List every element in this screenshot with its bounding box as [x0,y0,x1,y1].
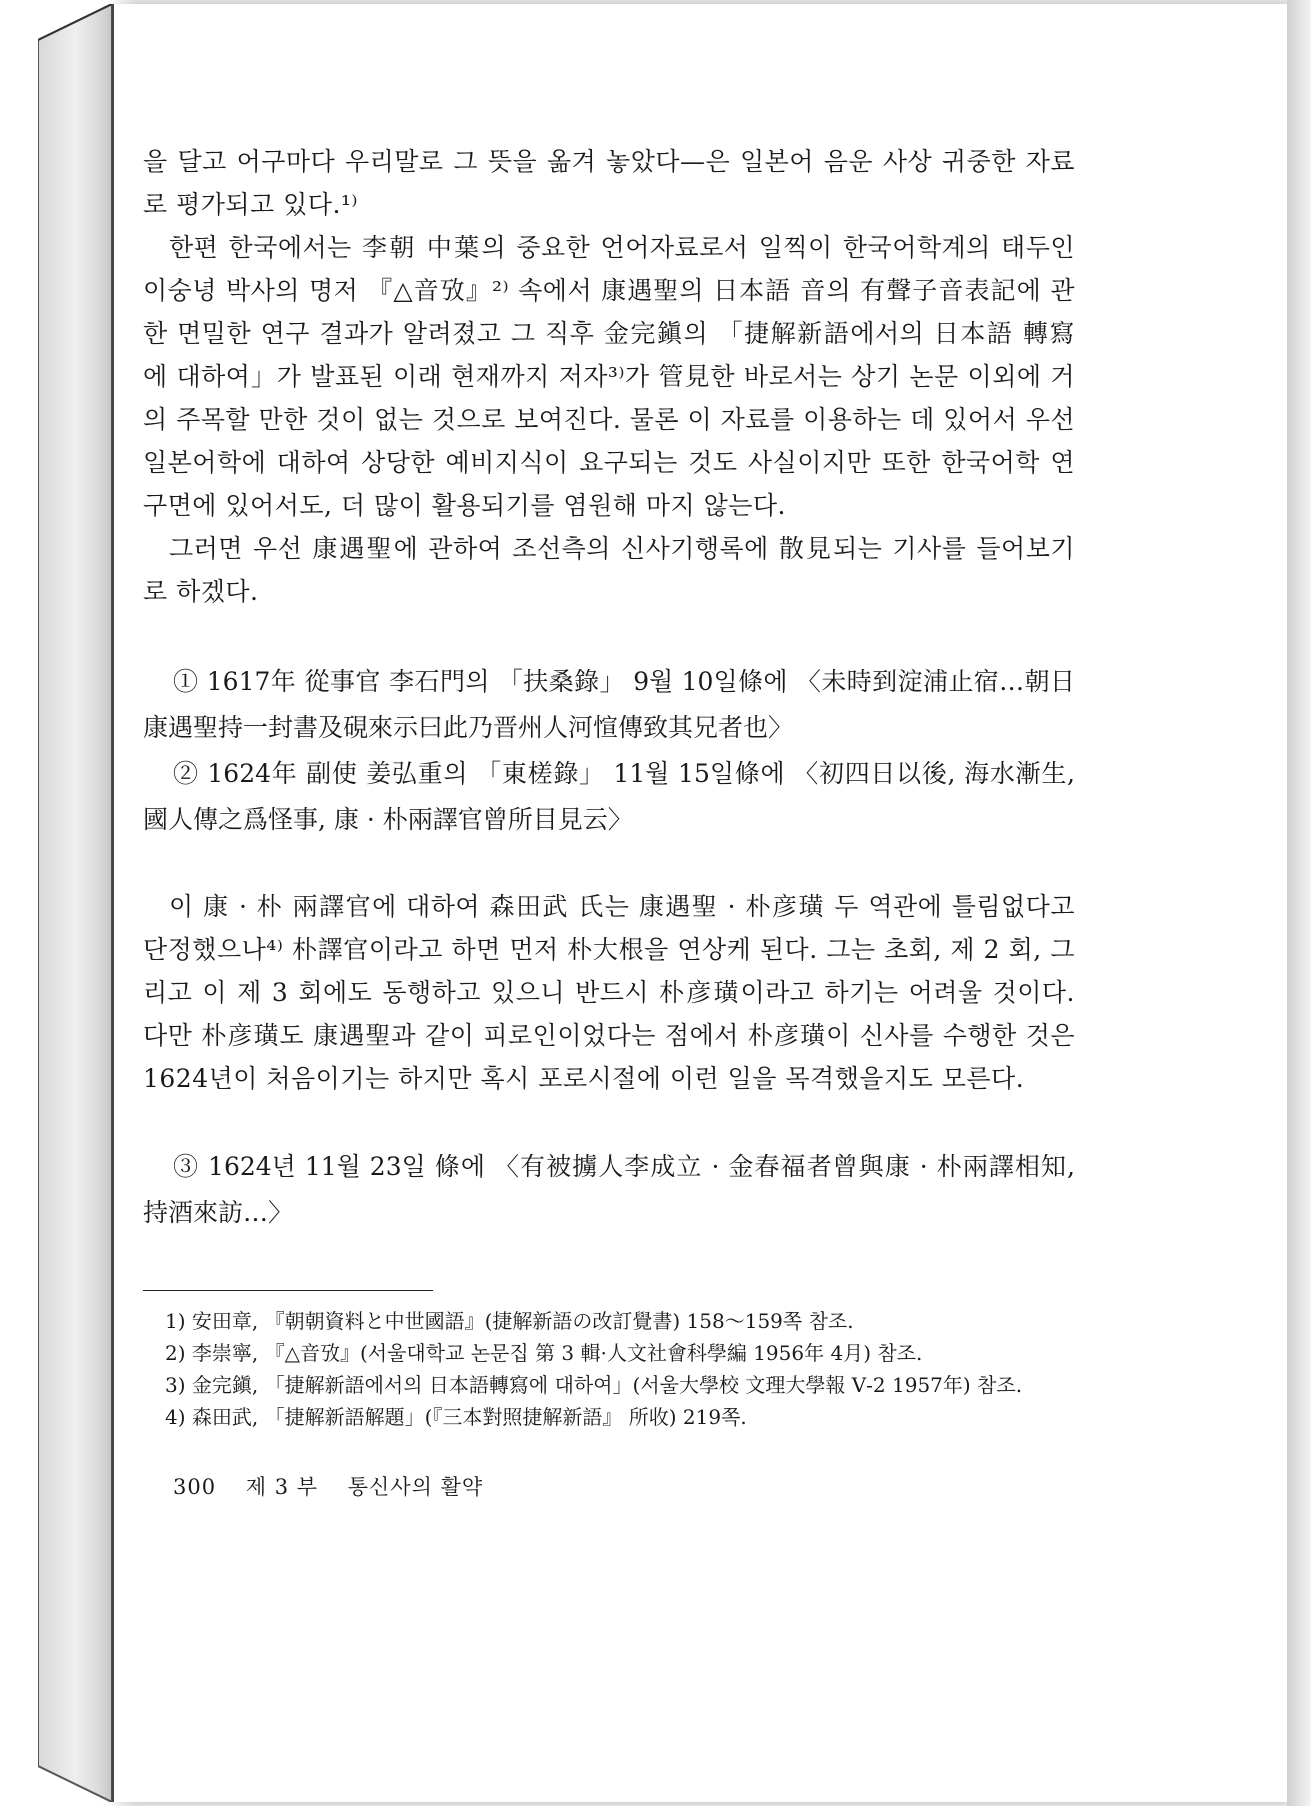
paragraph-4: 이 康 · 朴 兩譯官에 대하여 森田武 氏는 康遇聖 · 朴彦璜 두 역관에 틀림없다고 단정했으나⁴⁾ 朴譯官이라고 하면 먼저 朴大根을 연상케 된다. 그는 초회, 제 2 회, 그리고 이 제 3 회에도 동행하고 있으니 반드시 朴彦璜이라고 하기는 어려울 것이다. 다만 朴彦璜도 康遇聖과 같이 피로인이었다는 점에서 朴彦璜이 신사를 수행한 것은 1624년이 처음이기는 하지만 혹시 포로시절에 이런 일을 목격했을지도 모른다. [143,892,1075,1093]
quote-1: ① 1617年 從事官 李石門의 「扶桑錄」 9월 10일條에 〈未時到淀浦止宿…朝日康遇聖持一封書及硯來示曰此乃晋州人河愃傳致其兄者也〉 [143,667,1075,742]
footnote-divider [143,1290,433,1291]
footnote-2: 2) 李崇寧, 『△音攷』(서울대학교 논문집 第 3 輯·人文社會科學編 1956年 4月) 참조. [165,1341,923,1365]
paragraph-3: 그러면 우선 康遇聖에 관하여 조선측의 신사기행록에 散見되는 기사를 들어보기로 하겠다. [143,534,1075,606]
page-shadow [1287,0,1311,1806]
footnote-3: 3) 金完鎭, 「捷解新語에서의 日本語轉寫에 대하여」(서울大學校 文理大學報 Ⅴ-2 1957年) 참조. [165,1373,1023,1397]
paragraph-2: 한편 한국에서는 李朝 中葉의 중요한 언어자료로서 일찍이 한국어학계의 태두인 이숭녕 박사의 명저 『△音攷』²⁾ 속에서 康遇聖의 日本語 音의 有聲子音表記에 관한 면밀한 연구 결과가 알려졌고 그 직후 金完鎭의 「捷解新語에서의 日本語 轉寫에 대하여」가 발표된 이래 현재까지 저자³⁾가 管見한 바로서는 상기 논문 이외에 거의 주목할 만한 것이 없는 것으로 보여진다. 물론 이 자료를 이용하는 데 있어서 우선 일본어학에 대하여 상당한 예비지식이 요구되는 것도 사실이지만 또한 한국어학 연구면에 있어서도, 더 많이 활용되기를 염원해 마지 않는다. [143,233,1075,520]
book-spine-edge [38,4,112,1802]
quote-3: ③ 1624년 11월 23일 條에 〈有被擄人李成立 · 金春福者曾與康 · 朴兩譯相知, 持酒來訪…〉 [143,1152,1075,1227]
footer-title: 통신사의 활약 [347,1475,484,1499]
paragraph-1: 을 달고 어구마다 우리말로 그 뜻을 옮겨 놓았다—은 일본어 음운 사상 귀중한 자료로 평가되고 있다.¹⁾ [143,147,1075,219]
footnote-1: 1) 安田章, 『朝朝資料と中世國語』(捷解新語の改訂覺書) 158～159쪽 참조. [165,1309,854,1333]
footer-section: 제 3 부 [245,1475,319,1499]
page-footer [143,1471,1075,1501]
page-content [143,140,1075,1501]
footnote-4: 4) 森田武, 「捷解新語解題」(『三本對照捷解新語』 所收) 219쪽. [165,1405,747,1429]
quote-block-1 [143,659,1075,843]
page-number: 300 [173,1475,217,1499]
quote-2: ② 1624年 副使 姜弘重의 「東槎錄」 11월 15일條에 〈初四日以後, 海水漸生, 國人傳之爲怪事, 康 · 朴兩譯官曾所目見云〉 [143,759,1075,834]
footnotes [143,1305,1075,1433]
